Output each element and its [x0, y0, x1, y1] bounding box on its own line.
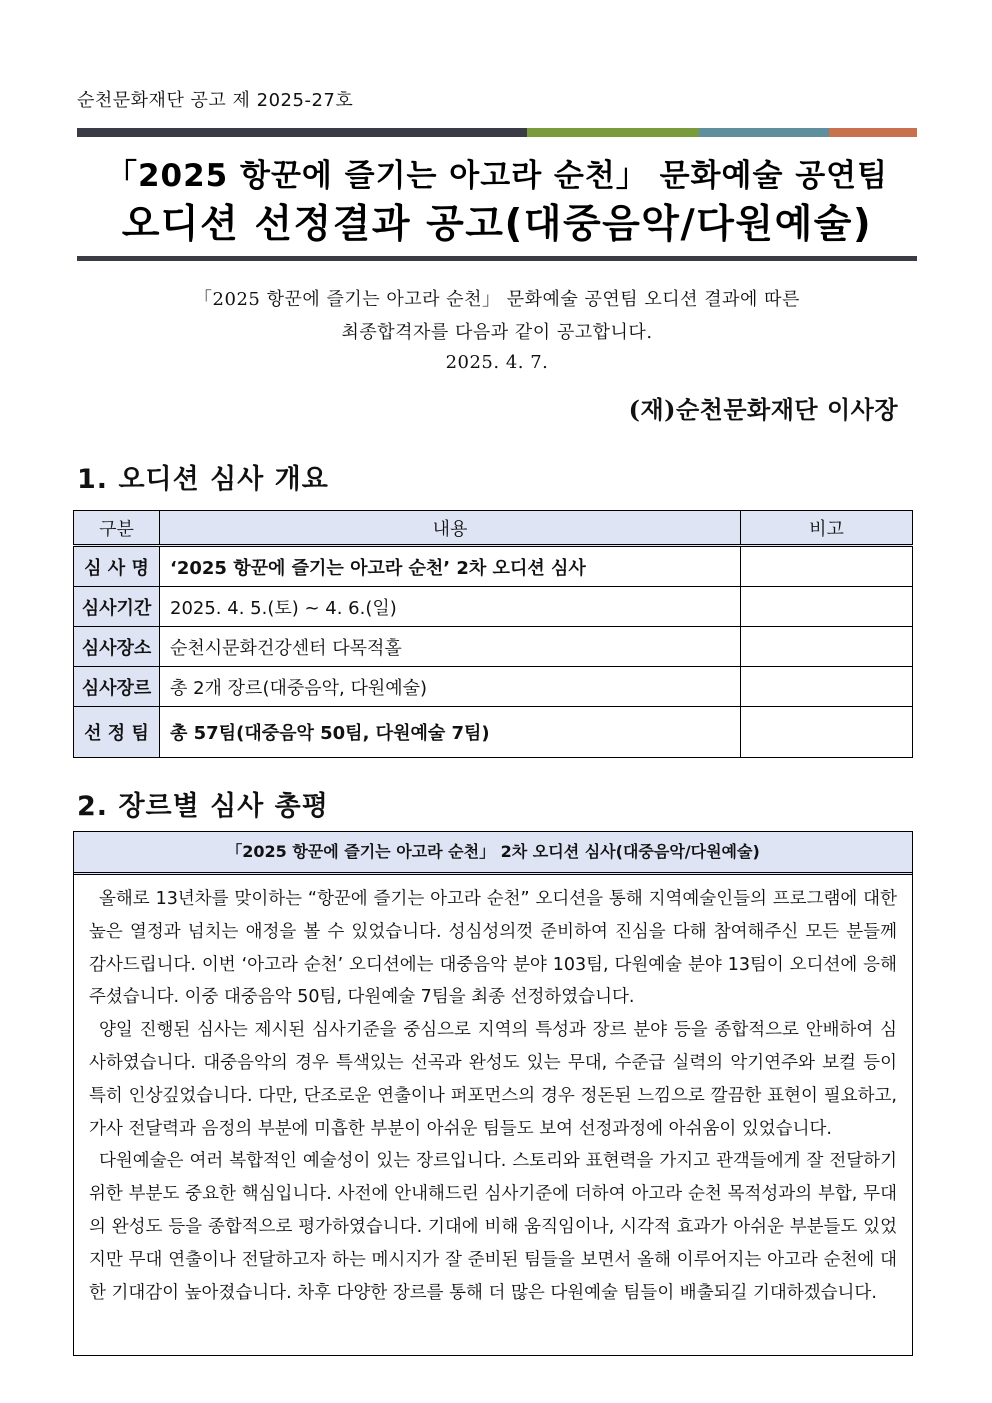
row-note	[741, 707, 913, 758]
row-content: 총 2개 장르(대중음악, 다원예술)	[160, 667, 741, 707]
table-row	[74, 546, 913, 587]
table-row	[74, 627, 913, 667]
row-label: 심사장소	[74, 627, 160, 667]
title-underline	[77, 256, 917, 261]
review-paragraph: 올해로 13년차를 맞이하는 “항꾼에 즐기는 아고라 순천” 오디션을 통해 지역예술인들의 프로그램에 대한 높은 열정과 넘치는 애정을 볼 수 있었습니다. 성심성의껏 준비하여 진심을 다해 참여해주신 모든 분들께 감사드립니다. 이번 ‘아고라 순천’ 오디션에는 대중음악 분야 103팀, 다원예술 분야 13팀이 오디션에 응해주셨습니다. 이중 대중음악 50팀, 다원예술 7팀을 최종 선정하였습니다.	[89, 889, 897, 1008]
row-note	[741, 546, 913, 587]
row-note	[741, 667, 913, 707]
review-paragraph: 양일 진행된 심사는 제시된 심사기준을 중심으로 지역의 특성과 장르 분야 등을 종합적으로 안배하여 심사하였습니다. 대중음악의 경우 특색있는 선곡과 완성도 있는 무대, 수준급 실력의 악기연주와 보컬 등이 특히 인상깊었습니다. 다만, 단조로운 연출이나 퍼포먼스의 경우 정돈된 느낌으로 깔끔한 표현이 필요하고, 가사 전달력과 음정의 부분에 미흡한 부분이 아쉬운 팀들도 보여 선정과정에 아쉬움이 있었습니다.	[89, 1020, 897, 1139]
column-header-content: 내용	[160, 511, 741, 546]
row-content: 순천시문화건강센터 다목적홀	[160, 627, 741, 667]
announcement-date: 2025. 4. 7.	[445, 352, 549, 373]
row-content: ‘2025 항꾼에 즐기는 아고라 순천’ 2차 오디션 심사	[160, 546, 741, 587]
row-label: 심사장르	[74, 667, 160, 707]
table-row	[74, 587, 913, 627]
review-body	[74, 875, 912, 1309]
intro-line2: 최종합격자를 다음과 같이 공고합니다.	[341, 322, 653, 343]
column-header-category: 구분	[74, 511, 160, 546]
notice-number: 순천문화재단 공고 제 2025-27호	[77, 90, 354, 111]
color-bar-segment-2	[527, 128, 699, 137]
section1-heading: 1. 오디션 심사 개요	[77, 464, 329, 495]
intro-line1: 「2025 항꾼에 즐기는 아고라 순천」 문화예술 공연팀 오디션 결과에 따른	[194, 289, 800, 310]
row-note	[741, 627, 913, 667]
color-bar-segment-3	[699, 128, 829, 137]
row-content: 2025. 4. 5.(토) ~ 4. 6.(일)	[160, 587, 741, 627]
audition-overview-table	[73, 510, 913, 758]
row-note	[741, 587, 913, 627]
row-label: 선 정 팀	[74, 707, 160, 758]
column-header-note: 비고	[741, 511, 913, 546]
table-header-row	[74, 511, 913, 546]
table-row	[74, 707, 913, 758]
document-title-line1: 「2025 항꾼에 즐기는 아고라 순천」 문화예술 공연팀	[105, 158, 889, 194]
row-content: 총 57팀(대중음악 50팀, 다원예술 7팀)	[160, 707, 741, 758]
section2-heading: 2. 장르별 심사 총평	[77, 791, 329, 822]
color-bar-segment-1	[77, 128, 527, 137]
color-bar-segment-4	[829, 128, 917, 137]
header-color-bar	[77, 128, 917, 137]
document-title-line2: 오디션 선정결과 공고(대중음악/다원예술)	[121, 202, 873, 247]
row-label: 심 사 명	[74, 546, 160, 587]
table-row	[74, 667, 913, 707]
signer: (재)순천문화재단 이사장	[628, 395, 898, 424]
review-paragraph: 다원예술은 여러 복합적인 예술성이 있는 장르입니다. 스토리와 표현력을 가지고 관객들에게 잘 전달하기 위한 부분도 중요한 핵심입니다. 사전에 안내해드린 심사기준에 더하여 아고라 순천 목적성과의 부합, 무대의 완성도 등을 종합적으로 평가하였습니다. 기대에 비해 움직임이나, 시각적 효과가 아쉬운 부분들도 있었지만 무대 연출이나 전달하고자 하는 메시지가 잘 준비된 팀들을 보면서 올해 이루어지는 아고라 순천에 대한 기대감이 높아졌습니다. 차후 다양한 장르를 통해 더 많은 다원예술 팀들이 배출되길 기대하겠습니다.	[89, 1151, 897, 1303]
review-summary-box	[73, 831, 913, 1356]
review-box-title: 「2025 항꾼에 즐기는 아고라 순천」 2차 오디션 심사(대중음악/다원예술)	[74, 832, 912, 875]
row-label: 심사기간	[74, 587, 160, 627]
